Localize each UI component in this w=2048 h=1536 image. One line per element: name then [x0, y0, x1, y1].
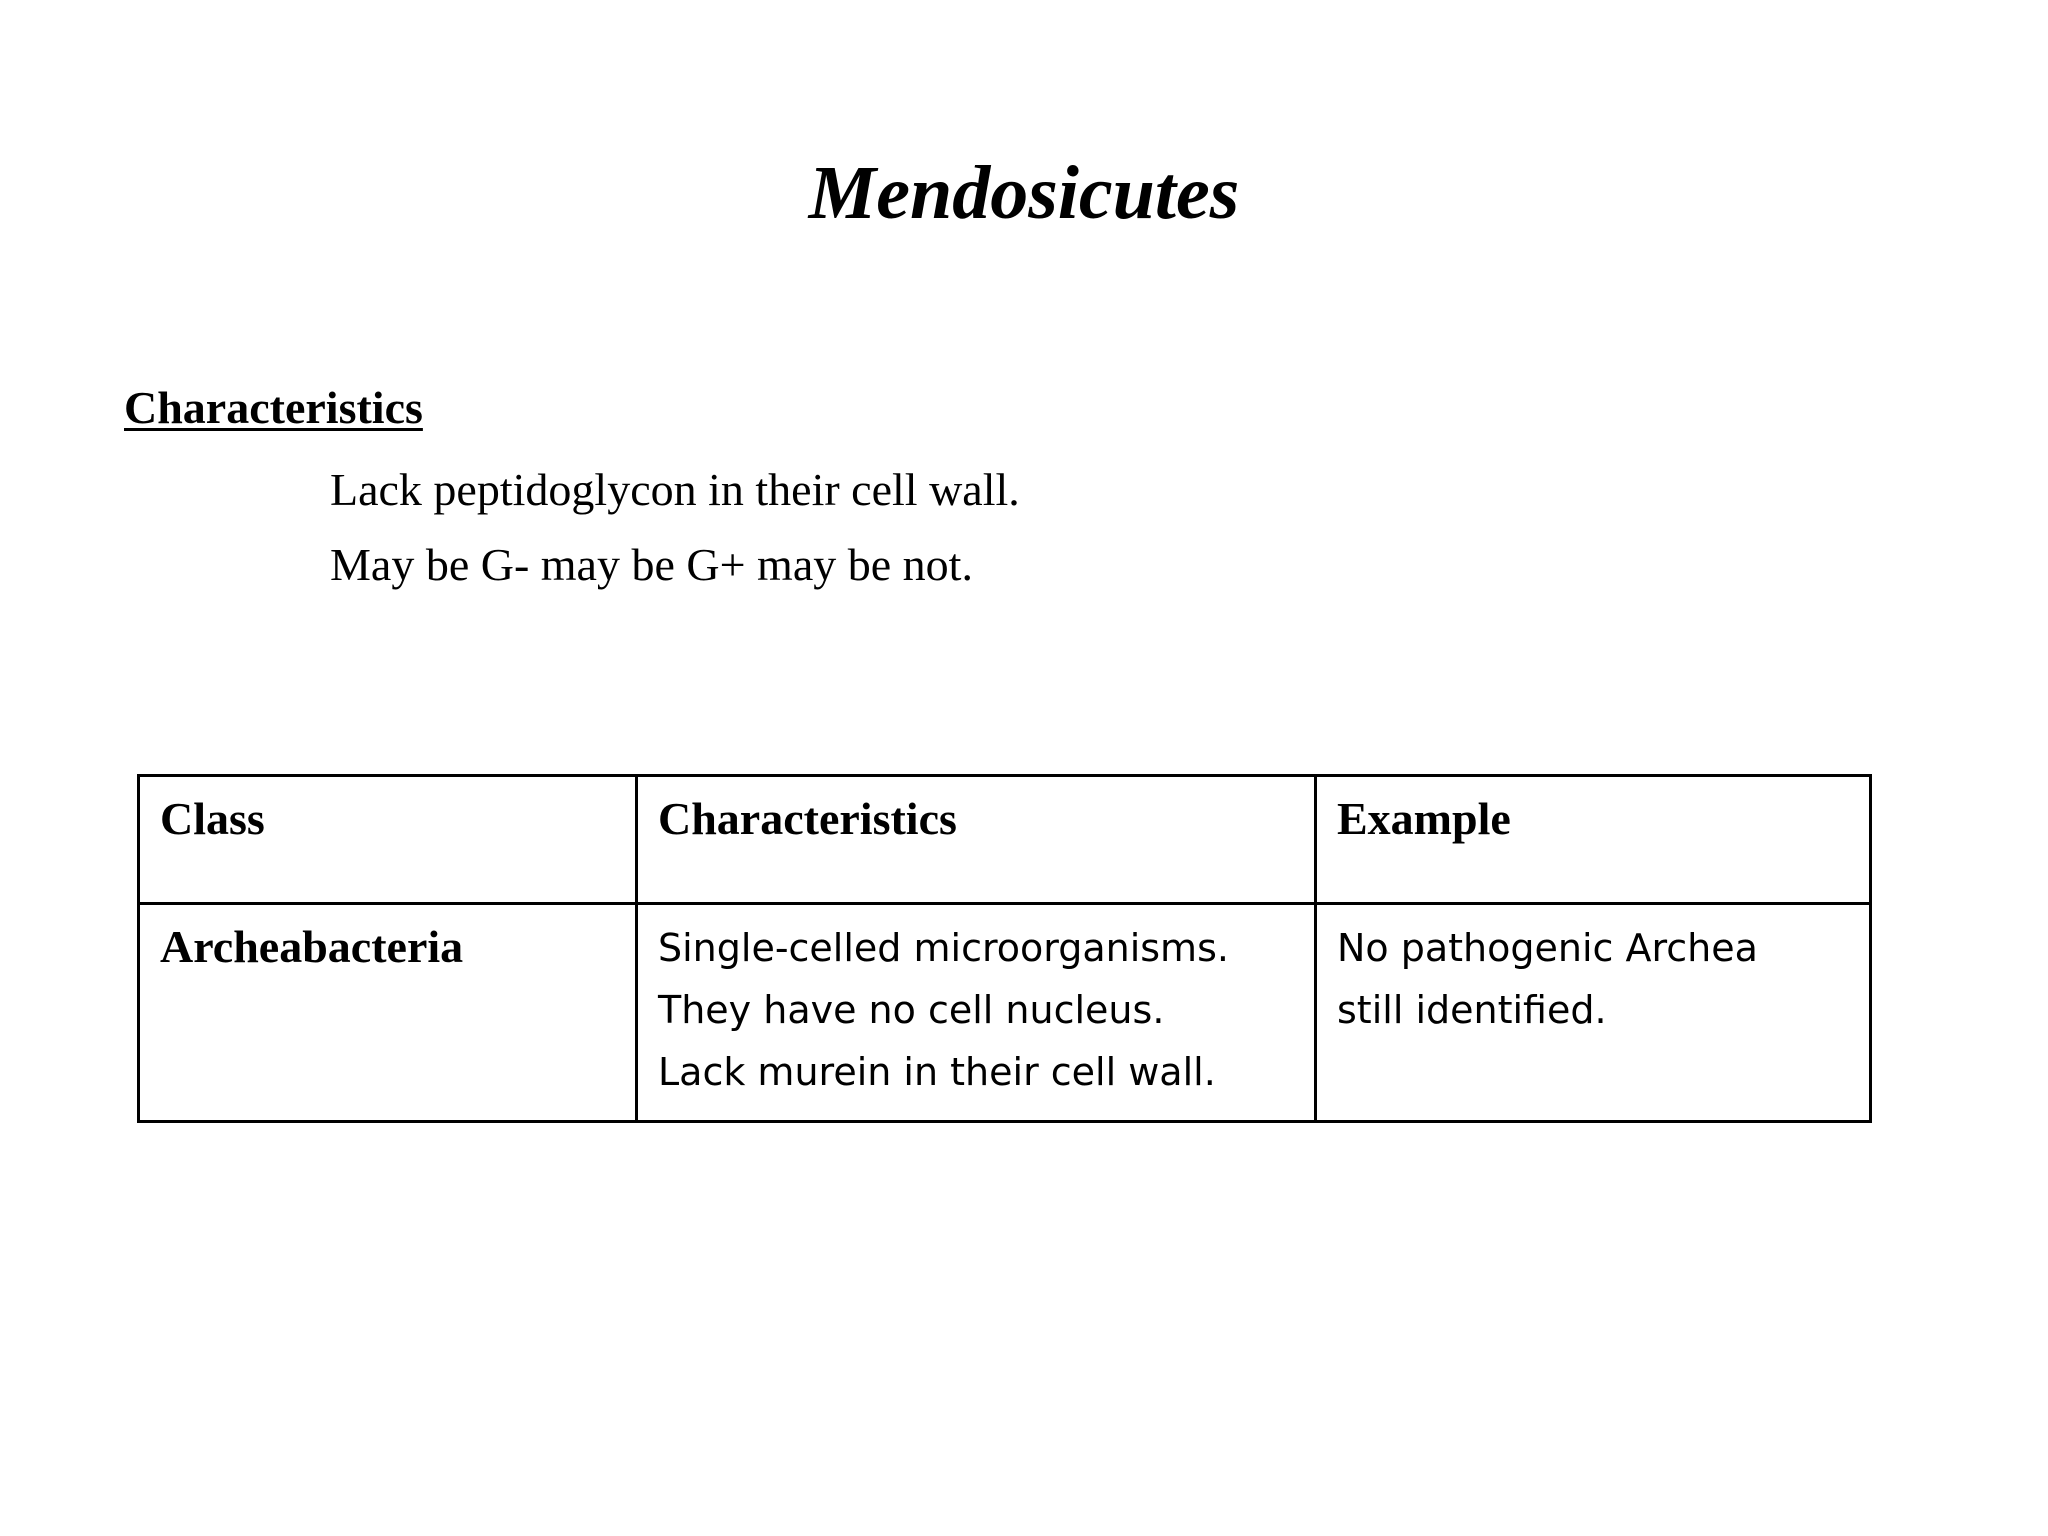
- characteristic-line: They have no cell nucleus.: [658, 988, 1165, 1032]
- example-line: No pathogenic Archea: [1337, 926, 1758, 970]
- class-name: Archeabacteria: [160, 921, 464, 972]
- table-header-row: [139, 776, 1871, 904]
- table-row: [139, 904, 1871, 1122]
- characteristics-cell: [637, 904, 1316, 1122]
- example-line: still identified.: [1337, 988, 1607, 1032]
- column-header-class: Class: [139, 776, 637, 904]
- characteristic-line: Single-celled microorganisms.: [658, 926, 1229, 970]
- characteristics-heading: Characteristics: [124, 382, 423, 433]
- classification-table: [137, 774, 1872, 1123]
- characteristic-item: May be G- may be G+ may be not.: [330, 539, 973, 590]
- characteristic-item: Lack peptidoglycon in their cell wall.: [330, 464, 1020, 515]
- page-title: Mendosicutes: [808, 151, 1240, 235]
- characteristic-line: Lack murein in their cell wall.: [658, 1050, 1216, 1094]
- class-cell: [139, 904, 637, 1122]
- characteristics-lines: [658, 917, 1294, 1103]
- characteristics-list: [330, 452, 1020, 602]
- column-header-example: Example: [1316, 776, 1871, 904]
- column-header-characteristics: Characteristics: [637, 776, 1316, 904]
- example-cell: [1316, 904, 1871, 1122]
